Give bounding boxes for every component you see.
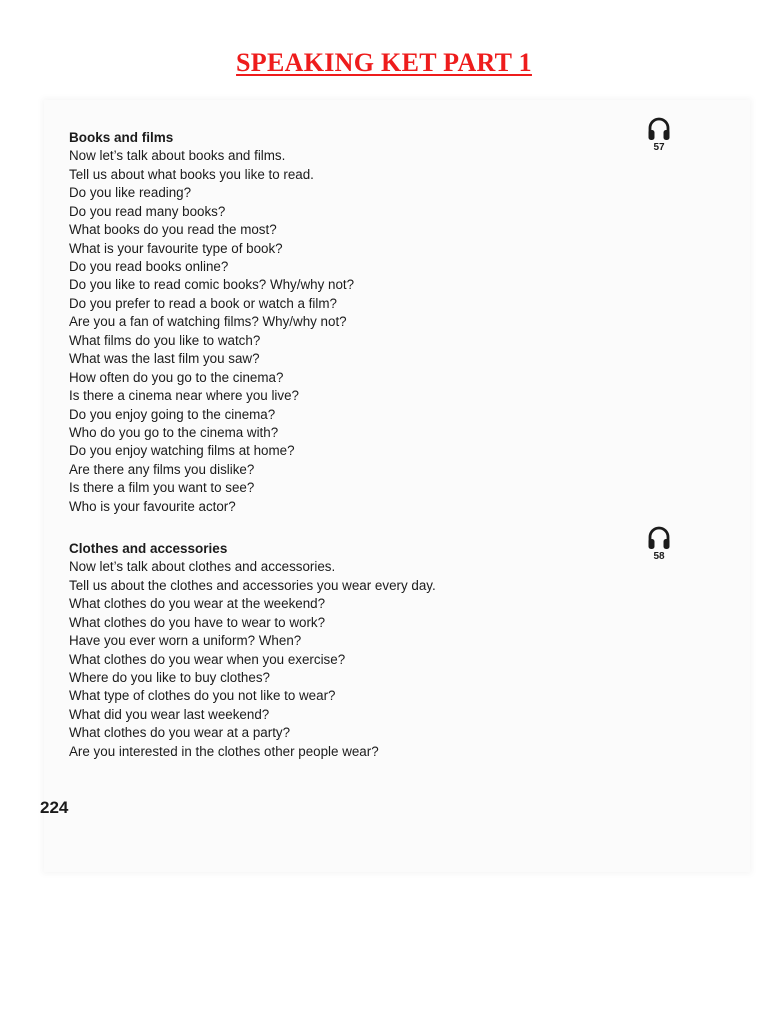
question-item: What type of clothes do you not like to wear? [69, 688, 336, 704]
question-item: Do you enjoy going to the cinema? [69, 406, 276, 422]
question-item: What clothes do you wear at a party? [69, 725, 291, 741]
question-item: Do you enjoy watching films at home? [69, 443, 295, 459]
headphones-icon [647, 525, 671, 551]
section-heading: Books and films [69, 130, 174, 145]
headphones-icon [647, 116, 671, 142]
question-item: Have you ever worn a uniform? When? [69, 633, 302, 649]
question-item: Who is your favourite actor? [69, 498, 236, 514]
section-clothes-and-accessories [69, 540, 629, 761]
question-item: Do you prefer to read a book or watch a film? [69, 295, 337, 311]
question-item: How often do you go to the cinema? [69, 369, 284, 385]
question-item: What is your favourite type of book? [69, 240, 283, 256]
question-item: What clothes do you have to wear to work? [69, 614, 326, 630]
question-item: Now let’s talk about clothes and accessories. [69, 559, 336, 575]
track-number: 58 [653, 551, 665, 562]
track-number: 57 [653, 142, 665, 153]
question-item: Now let’s talk about books and films. [69, 148, 286, 164]
textbook-page-scan [40, 100, 750, 872]
section-books-and-films [69, 129, 629, 516]
question-item: What books do you read the most? [69, 222, 277, 238]
question-item: Are there any films you dislike? [69, 461, 255, 477]
question-item: Do you read many books? [69, 203, 226, 219]
question-item: What clothes do you wear at the weekend? [69, 596, 326, 612]
question-item: Tell us about what books you like to read. [69, 166, 314, 182]
question-item: What was the last film you saw? [69, 351, 260, 367]
question-item: What films do you like to watch? [69, 332, 261, 348]
section-heading: Clothes and accessories [69, 541, 228, 556]
question-item: Are you interested in the clothes other people wear? [69, 743, 379, 759]
question-item: Do you like to read comic books? Why/why not? [69, 277, 355, 293]
question-item: Is there a film you want to see? [69, 480, 255, 496]
question-item: Do you read books online? [69, 259, 229, 275]
question-list [69, 558, 629, 761]
page-title: SPEAKING KET PART 1 [236, 48, 532, 77]
question-item: Are you a fan of watching films? Why/why not? [69, 314, 347, 330]
question-item: Where do you like to buy clothes? [69, 670, 270, 686]
question-item: Do you like reading? [69, 185, 192, 201]
question-item: Who do you go to the cinema with? [69, 424, 279, 440]
question-item: What did you wear last weekend? [69, 706, 270, 722]
page-number: 224 [40, 798, 69, 817]
question-item: What clothes do you wear when you exercise? [69, 651, 346, 667]
question-list [69, 147, 629, 516]
audio-track-57 [644, 116, 674, 153]
audio-track-58 [644, 525, 674, 562]
question-item: Is there a cinema near where you live? [69, 388, 299, 404]
question-item: Tell us about the clothes and accessories you wear every day. [69, 577, 436, 593]
